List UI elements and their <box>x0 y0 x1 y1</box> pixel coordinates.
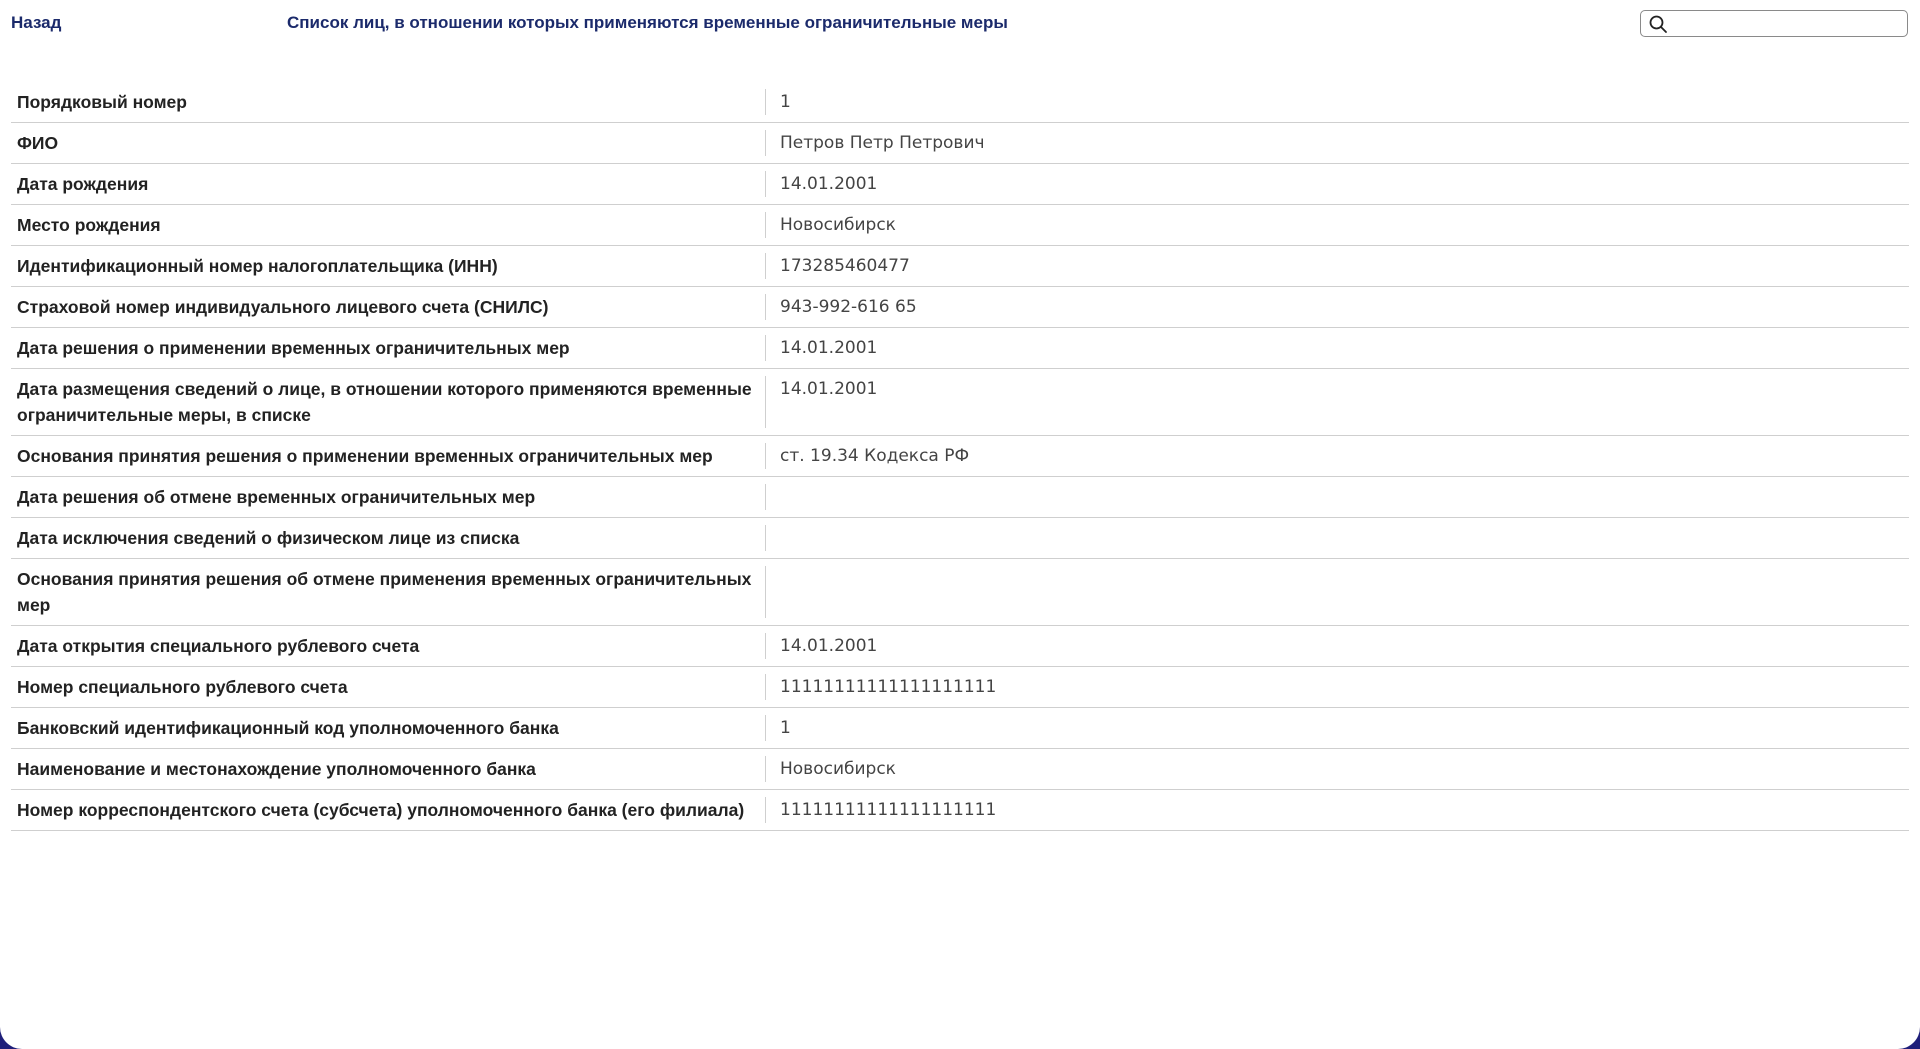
detail-label: Идентификационный номер налогоплательщика (ИНН) <box>11 253 766 279</box>
detail-label: Номер корреспондентского счета (субсчета) уполномоченного банка (его филиала) <box>11 797 766 823</box>
detail-value: Новосибирск <box>780 759 896 779</box>
detail-row <box>11 205 1909 246</box>
detail-value <box>766 484 1909 510</box>
back-link[interactable]: Назад <box>11 13 62 32</box>
detail-label: Номер специального рублевого счета <box>11 674 766 700</box>
detail-label: ФИО <box>11 130 766 156</box>
detail-label: Дата исключения сведений о физическом лице из списка <box>11 525 766 551</box>
details-table <box>11 82 1909 831</box>
detail-row <box>11 477 1909 518</box>
search-input[interactable] <box>1673 13 1905 36</box>
page-title: Список лиц, в отношении которых применяются временные ограничительные меры <box>287 13 1008 32</box>
detail-row <box>11 246 1909 287</box>
detail-row <box>11 626 1909 667</box>
detail-row <box>11 123 1909 164</box>
detail-value: 14.01.2001 <box>780 379 878 399</box>
detail-row <box>11 518 1909 559</box>
detail-value: 14.01.2001 <box>780 174 878 194</box>
detail-row <box>11 369 1909 436</box>
detail-row <box>11 328 1909 369</box>
detail-value: 11111111111111111111 <box>780 800 997 820</box>
detail-row <box>11 749 1909 790</box>
detail-row <box>11 559 1909 626</box>
detail-row <box>11 287 1909 328</box>
detail-value: 943-992-616 65 <box>780 297 917 317</box>
top-bar <box>0 0 1920 48</box>
detail-label: Дата открытия специального рублевого счета <box>11 633 766 659</box>
detail-row <box>11 436 1909 477</box>
detail-row <box>11 708 1909 749</box>
search-box[interactable] <box>1640 10 1908 37</box>
detail-value: Петров Петр Петрович <box>780 133 985 153</box>
detail-row <box>11 790 1909 831</box>
detail-row <box>11 164 1909 205</box>
detail-value: 14.01.2001 <box>780 338 878 358</box>
detail-label: Дата решения об отмене временных ограничительных мер <box>11 484 766 510</box>
detail-value: 14.01.2001 <box>780 636 878 656</box>
detail-value: 1 <box>780 718 791 738</box>
detail-value: 173285460477 <box>780 256 910 276</box>
detail-label: Дата решения о применении временных ограничительных мер <box>11 335 766 361</box>
detail-label: Банковский идентификационный код уполномоченного банка <box>11 715 766 741</box>
detail-value: 11111111111111111111 <box>780 677 997 697</box>
detail-label: Наименование и местонахождение уполномоченного банка <box>11 756 766 782</box>
detail-label: Дата размещения сведений о лице, в отношении которого применяются временные ограничительные меры, в списке <box>11 376 766 428</box>
detail-value: 1 <box>780 92 791 112</box>
detail-label: Место рождения <box>11 212 766 238</box>
detail-row <box>11 667 1909 708</box>
detail-label: Порядковый номер <box>11 89 766 115</box>
detail-value <box>766 525 1909 551</box>
detail-row <box>11 82 1909 123</box>
detail-value: Новосибирск <box>780 215 896 235</box>
detail-label: Основания принятия решения об отмене применения временных ограничительных мер <box>11 566 766 618</box>
search-icon[interactable] <box>1648 14 1668 34</box>
detail-value <box>766 566 1909 618</box>
detail-label: Дата рождения <box>11 171 766 197</box>
detail-value: ст. 19.34 Кодекса РФ <box>780 446 970 466</box>
detail-label: Страховой номер индивидуального лицевого счета (СНИЛС) <box>11 294 766 320</box>
detail-label: Основания принятия решения о применении временных ограничительных мер <box>11 443 766 469</box>
